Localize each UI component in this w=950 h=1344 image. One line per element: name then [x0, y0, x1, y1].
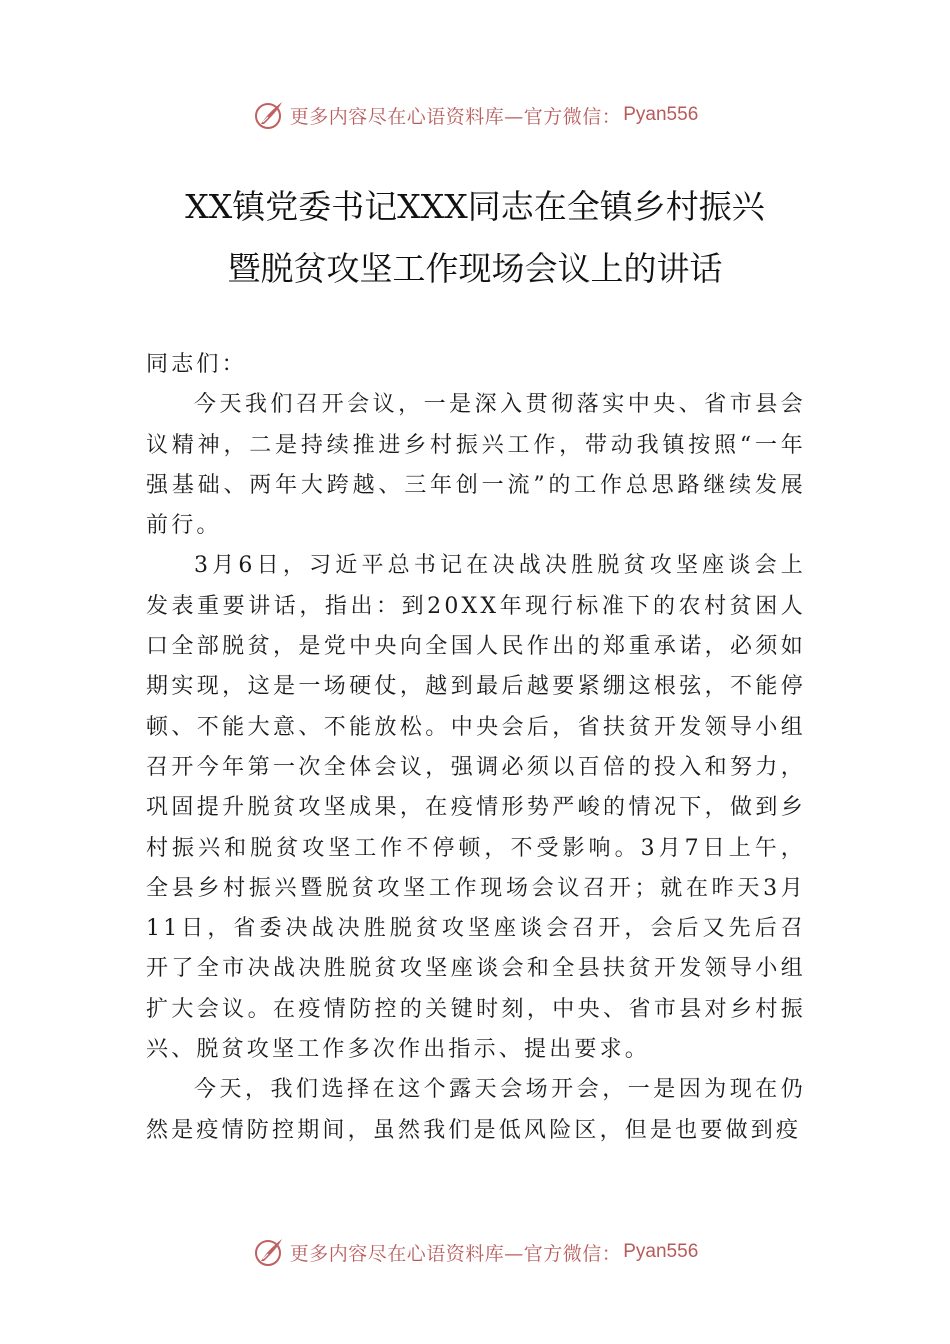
watermark-text: 更多内容尽在心语资料库—官方微信：	[289, 1242, 622, 1265]
paragraph-3: 今天，我们选择在这个露天会场开会，一是因为现在仍然是疫情防控期间，虽然我们是低风险区，但是也要做到疫	[146, 1077, 806, 1143]
watermark-header	[0, 95, 950, 135]
document-title	[100, 176, 850, 300]
watermark-footer	[0, 1232, 950, 1272]
watermark-wechat-id: Pyan556	[623, 1241, 699, 1262]
document-body	[146, 345, 806, 1151]
paragraph-2: 3月6日，习近平总书记在决战决胜脱贫攻坚座谈会上发表重要讲话，指出：到20XX年现行标准下的农村贫困人口全部脱贫，是党中央向全国人民作出的郑重承诺，必须如期实现，这是一场硬仗，越到最后越要紧绷这根弦，不能停顿、不能大意、不能放松。中央会后，省扶贫开发领导小组召开今年第一次全体会议，强调必须以百倍的投入和努力，巩固提升脱贫攻坚成果，在疫情形势严峻的情况下，做到乡村振兴和脱贫攻坚工作不停顿，不受影响。3月7日上午，全县乡村振兴暨脱贫攻坚工作现场会议召开；就在昨天3月11日，省委决战决胜脱贫攻坚座谈会召开，会后又先后召开了全市决战决胜脱贫攻坚座谈会和全县扶贫开发领导小组扩大会议。在疫情防控的关键时刻，中央、省市县对乡村振兴、脱贫攻坚工作多次作出指示、提出要求。	[146, 553, 806, 1063]
title-line-1: XX镇党委书记XXX同志在全镇乡村振兴	[185, 187, 765, 226]
watermark-wechat-id: Pyan556	[623, 104, 699, 125]
quill-logo-icon	[252, 1235, 286, 1269]
title-line-2: 暨脱贫攻坚工作现场会议上的讲话	[227, 249, 723, 288]
quill-logo-icon	[252, 98, 286, 132]
salutation: 同志们：	[146, 352, 247, 377]
watermark-text: 更多内容尽在心语资料库—官方微信：	[289, 105, 622, 128]
paragraph-1: 今天我们召开会议，一是深入贯彻落实中央、省市县会议精神，二是持续推进乡村振兴工作，带动我镇按照“一年强基础、两年大跨越、三年创一流”的工作总思路继续发展前行。	[146, 392, 806, 539]
